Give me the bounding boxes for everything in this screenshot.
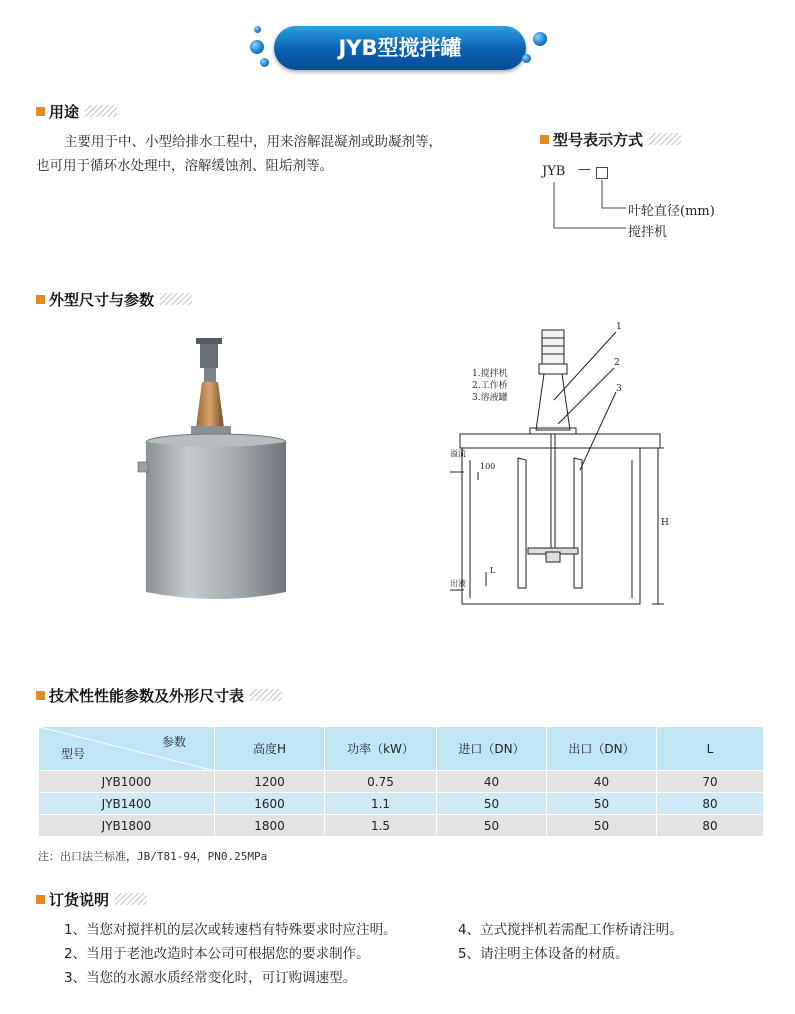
order-list-left bbox=[64, 918, 397, 990]
section-title: 订货说明 bbox=[49, 890, 110, 909]
cell: 0.75 bbox=[325, 771, 437, 793]
header-cell: 出口（DN） bbox=[547, 727, 657, 771]
cell: 1200 bbox=[215, 771, 325, 793]
label-mixer: 搅拌机 bbox=[628, 225, 668, 240]
decor-bubble bbox=[533, 32, 547, 46]
decor-bubble bbox=[260, 58, 269, 67]
section-usage-heading bbox=[36, 100, 117, 122]
callout-1: 1 bbox=[616, 322, 622, 332]
corner-param: 参数 bbox=[161, 735, 186, 749]
table-row bbox=[39, 815, 764, 837]
bullet-square bbox=[540, 135, 549, 144]
section-order-heading bbox=[36, 888, 147, 910]
usage-line: 也可用于循环水处理中，溶解缓蚀剂、阻垢剂等。 bbox=[36, 158, 333, 174]
dim-100: 100 bbox=[480, 462, 496, 471]
cell: 80 bbox=[657, 793, 764, 815]
decor-stripe bbox=[160, 293, 192, 305]
header-cell: L bbox=[657, 727, 764, 771]
cell: 50 bbox=[437, 793, 547, 815]
dim-l: L bbox=[490, 566, 496, 575]
section-title: 技术性性能参数及外形尺寸表 bbox=[49, 686, 245, 705]
cell: 1800 bbox=[215, 815, 325, 837]
header-corner bbox=[39, 727, 215, 771]
cell: 40 bbox=[437, 771, 547, 793]
model-code: JYB bbox=[542, 164, 566, 179]
decor-bubble bbox=[522, 54, 531, 63]
cell: 50 bbox=[547, 815, 657, 837]
overflow-label: 溢流 bbox=[450, 449, 466, 458]
section-title: 用途 bbox=[49, 102, 80, 121]
outlet-label: 出液 bbox=[450, 579, 466, 588]
cell: 40 bbox=[547, 771, 657, 793]
usage-text bbox=[36, 130, 516, 178]
product-photo bbox=[136, 330, 296, 610]
decor-stripe bbox=[85, 105, 117, 117]
order-list-right bbox=[458, 918, 683, 966]
callout-2: 2 bbox=[614, 358, 620, 368]
label-impeller: 叶轮直径(mm) bbox=[628, 204, 715, 219]
order-item: 1、当您对搅拌机的层次或转速档有特殊要求时应注明。 bbox=[64, 922, 397, 938]
legend-item: 3.溶液罐 bbox=[472, 393, 508, 403]
order-item: 4、立式搅拌机若需配工作桥请注明。 bbox=[458, 922, 683, 938]
model-dash: — bbox=[578, 162, 591, 177]
table-header-row bbox=[39, 727, 764, 771]
order-item: 5、请注明主体设备的材质。 bbox=[458, 946, 629, 962]
legend-item: 1.搅拌机 bbox=[472, 369, 508, 379]
section-specs-heading bbox=[36, 684, 282, 706]
usage-line: 主要用于中、小型给排水工程中，用来溶解混凝剂或助凝剂等， bbox=[64, 134, 442, 150]
header-cell: 高度H bbox=[215, 727, 325, 771]
decor-bubble bbox=[250, 40, 264, 54]
dim-h: H bbox=[661, 518, 669, 528]
decor-bubble bbox=[254, 26, 261, 33]
header-cell: 功率（kW） bbox=[325, 727, 437, 771]
order-item: 2、当用于老池改造时本公司可根据您的要求制作。 bbox=[64, 946, 370, 962]
cell-model: JYB1000 bbox=[39, 771, 215, 793]
header-cell: 进口（DN） bbox=[437, 727, 547, 771]
cell: 50 bbox=[437, 815, 547, 837]
cell-model: JYB1800 bbox=[39, 815, 215, 837]
callout-3: 3 bbox=[616, 384, 622, 394]
order-item: 3、当您的水源水质经常变化时，可订购调速型。 bbox=[64, 970, 357, 986]
bullet-square bbox=[36, 107, 45, 116]
cell: 1.1 bbox=[325, 793, 437, 815]
cell-model: JYB1400 bbox=[39, 793, 215, 815]
decor-stripe bbox=[115, 893, 147, 905]
cell: 80 bbox=[657, 815, 764, 837]
legend-item: 2.工作桥 bbox=[472, 381, 508, 391]
corner-model: 型号 bbox=[61, 747, 86, 761]
decor-stripe bbox=[250, 689, 282, 701]
section-title: 外型尺寸与参数 bbox=[49, 290, 155, 309]
table-note: 注：出口法兰标准，JB/T81-94，PN0.25MPa bbox=[38, 850, 268, 863]
page-title: JYB型搅拌罐 bbox=[338, 36, 462, 60]
table-row bbox=[39, 793, 764, 815]
cell: 1600 bbox=[215, 793, 325, 815]
section-model-heading bbox=[540, 128, 681, 150]
cell: 50 bbox=[547, 793, 657, 815]
bullet-square bbox=[36, 295, 45, 304]
table-row bbox=[39, 771, 764, 793]
technical-drawing bbox=[440, 320, 700, 620]
bullet-square bbox=[36, 691, 45, 700]
drawing-legend bbox=[472, 368, 508, 404]
model-code-diagram bbox=[540, 160, 740, 240]
bullet-square bbox=[36, 895, 45, 904]
cell: 1.5 bbox=[325, 815, 437, 837]
section-dimensions-heading bbox=[36, 288, 192, 310]
decor-stripe bbox=[649, 133, 681, 145]
spec-table bbox=[38, 726, 764, 837]
title-banner bbox=[250, 18, 550, 76]
section-title: 型号表示方式 bbox=[553, 130, 644, 149]
cell: 70 bbox=[657, 771, 764, 793]
